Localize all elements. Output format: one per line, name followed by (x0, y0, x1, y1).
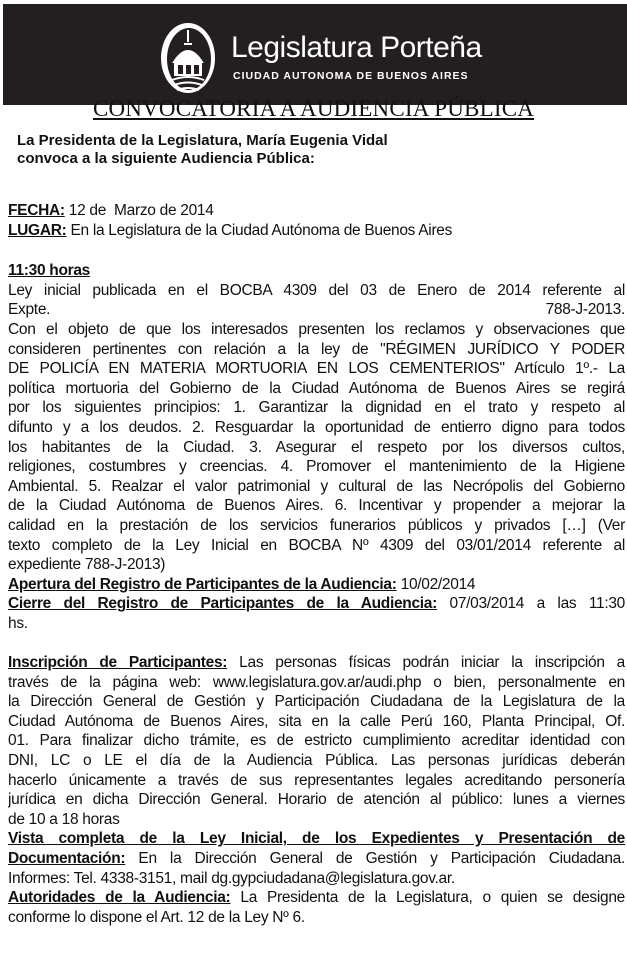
header-banner (3, 4, 627, 105)
text-line: la Dirección General de Gestión y Participación Ciudadana de la Legislatura de la (8, 693, 625, 711)
vista-row (8, 849, 625, 869)
text-line: consideren pertinentes con relación a la ley de "RÉGIMEN JURÍDICO Y PODER (8, 340, 625, 358)
lugar-row (8, 221, 625, 241)
text-line: Ciudad Autónoma de Buenos Aires, sita en la calle Perú 160, Planta Principal, Of. (8, 712, 625, 730)
autoridades-row (8, 888, 625, 908)
document-body (8, 201, 625, 927)
vista-label: Vista completa de la Ley Inicial, de los Expedientes y Presentación de (8, 830, 625, 848)
text-line: Ley inicial publicada en el BOCBA 4309 del 03 de Enero de 2014 referente al (8, 281, 625, 299)
legislature-dome-logo-icon (160, 22, 216, 94)
cierre-cont: hs. (8, 614, 28, 632)
text-line: por los siguientes principios: 1. Garantizar la dignidad en el trato y respeto al (8, 399, 625, 417)
informes: Informes: Tel. 4338-3151, mail dg.gypciudadana@legislatura.gov.ar. (8, 869, 455, 887)
inscripcion-first: Las personas físicas podrán iniciar la inscripción a (239, 654, 625, 672)
text-line: través de la página web: www.legislatura.gov.ar/audi.php o bien, personalmente en (8, 673, 625, 691)
fecha-value: 12 de Marzo de 2014 (64, 202, 214, 219)
inscripcion-row (8, 653, 625, 673)
text-line: los habitantes de la Ciudad. 3. Asegurar el respeto por los diversos cultos, (8, 438, 625, 456)
text-line: religiones, costumbres y creencias. 4. Promover el mantenimiento de la Higiene (8, 458, 625, 476)
page-title: CONVOCATORIA A AUDIENCIA PÚBLICA (92, 96, 535, 121)
autoridades-label: Autoridades de la Audiencia: (8, 889, 231, 907)
apertura-label: Apertura del Registro de Participantes de la Audiencia: (8, 575, 397, 593)
text-line: DE POLICÍA EN MATERIA MORTUORIA EN LOS CEMENTERIOS" Artículo 1º.- La (8, 360, 625, 378)
fecha-row (8, 201, 625, 221)
text-line: texto completo de la Ley Inicial en BOCBA Nº 4309 del 03/01/2014 referente al (8, 536, 625, 554)
intro (17, 132, 388, 168)
cierre-value: 07/03/2014 a las 11:30 (449, 595, 625, 613)
text-line: Expte. 788-J-2013. (8, 301, 625, 319)
vista-value: En la Dirección General de Gestión y Participación Ciudadana. (138, 850, 625, 867)
hora: 11:30 horas (8, 262, 91, 280)
lugar-label: LUGAR: (8, 221, 67, 239)
text-line: Con el objeto de que los interesados presenten los reclamos y observaciones que (8, 320, 625, 338)
inscripcion-label: Inscripción de Participantes: (8, 654, 228, 672)
spacer (8, 240, 625, 261)
autoridades-cont: conforme lo dispone el Art. 12 de la Ley Nº 6. (8, 908, 305, 926)
apertura-row (8, 575, 625, 595)
text-line: DNI, LC o LE el día de la Audiencia Pública. Las personas jurídicas deberán (8, 752, 625, 770)
inscripcion-text (8, 673, 625, 830)
intro-line: convoca a la siguiente Audiencia Pública: (17, 150, 315, 167)
text-line: expediente 788-J-2013) (8, 556, 166, 574)
text-line: 01. Para finalizar dicho trámite, es de estricto cumplimiento acreditar identidad con (8, 732, 625, 750)
text-line: Ambiental. 5. Realzar el valor patrimonial y cultural de las Necrópolis del Gobierno (8, 477, 625, 495)
text-line: difunto y a los deudos. 2. Resguardar la oportunidad de entierro digno para todos (8, 418, 625, 436)
cierre-label: Cierre del Registro de Participantes de la Audiencia: (8, 595, 437, 613)
text-line: calidad en la prestación de los servicios funerarios públicos y privados […] (Ver (8, 516, 625, 534)
spacer (8, 633, 625, 653)
brand-name: Legislatura Porteña (231, 31, 482, 64)
brand-subtitle: CIUDAD AUTONOMA DE BUENOS AIRES (233, 70, 469, 82)
lugar-value: En la Legislatura de la Ciudad Autónoma de Buenos Aires (66, 221, 453, 239)
text-line: jurídica en dicha Dirección General. Horario de atención al público: lunes a viernes (8, 791, 625, 809)
text-line: de la Ciudad Autónoma de Buenos Aires. 6. Incentivar y propender a mejorar la (8, 497, 625, 515)
text-line: política mortuoria del Gobierno de la Ciudad Autónoma de Buenos Aires se regirá (8, 379, 625, 397)
descripcion (8, 281, 625, 575)
cierre-row (8, 594, 625, 614)
text-line: de 10 a 18 horas (8, 810, 120, 828)
text-line: hacerlo únicamente a través de sus representantes legales acreditando personería (8, 771, 625, 789)
apertura-value: 10/02/2014 (396, 575, 476, 593)
autoridades-value: La Presidenta de la Legislatura, o quien se designe (240, 889, 625, 907)
fecha-label: FECHA: (8, 202, 65, 219)
intro-line: La Presidenta de la Legislatura, María Eugenia Vidal (17, 132, 388, 149)
vista-label-2: Documentación: (8, 850, 126, 867)
